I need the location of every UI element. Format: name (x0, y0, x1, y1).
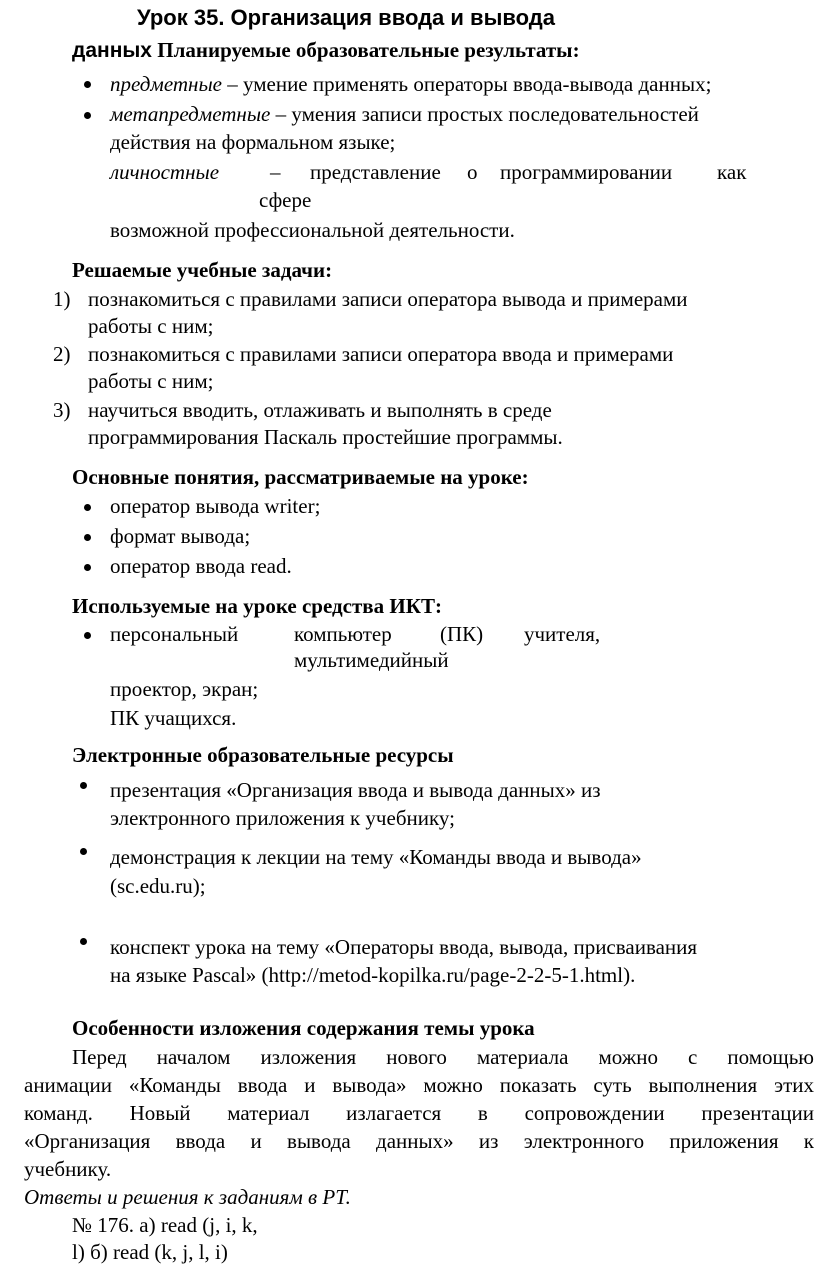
result-personal-word: – (270, 160, 281, 184)
features-paragraph-line: анимации «Команды ввода и вывода» можно показать суть выполнения этих (24, 1073, 814, 1097)
bullet-icon (84, 564, 91, 571)
bullet-icon (84, 632, 91, 639)
ict-item: ПК учащихся. (110, 706, 237, 730)
lesson-title: Урок 35. Организация ввода и вывода (137, 5, 555, 30)
ict-word: (ПК) (440, 622, 484, 646)
result-meta-term: метапредметные (110, 102, 271, 126)
resource-item-continued: на языке Pascal» (http://metod-kopilka.ru/page-2-2-5-1.html). (110, 963, 636, 987)
concept-item: оператор вывода writer; (110, 494, 321, 518)
resource-item-continued: электронного приложения к учебнику; (110, 806, 455, 830)
bullet-icon (80, 782, 87, 789)
result-personal-word: сфере (259, 188, 312, 212)
resources-heading: Электронные образовательные ресурсы (72, 743, 454, 767)
task-number: 1) (53, 287, 71, 311)
bullet-icon (84, 534, 91, 541)
result-meta (110, 100, 699, 128)
planned-results-heading: Планируемые образовательные результаты: (157, 38, 580, 62)
result-meta-text-continued: действия на формальном языке; (110, 130, 396, 154)
bullet-icon (80, 938, 87, 945)
bullet-icon (84, 504, 91, 511)
ict-item: проектор, экран; (110, 677, 259, 701)
lesson-title-continued: данных (72, 39, 152, 62)
concept-item: оператор ввода read. (110, 554, 292, 578)
result-personal-word: как (717, 160, 747, 184)
resource-item: конспект урока на тему «Операторы ввода, вывода, присваивания (110, 935, 698, 959)
concepts-heading: Основные понятия, рассматриваемые на уроке: (72, 465, 529, 489)
result-personal-text: возможной профессиональной деятельности. (110, 218, 515, 242)
task-item: познакомиться с правилами записи оператора вывода и примерами (88, 287, 688, 311)
features-paragraph-line: Перед началом изложения нового материала можно с помощью (72, 1045, 814, 1069)
resource-item-continued: (sc.edu.ru); (110, 874, 206, 898)
bullet-icon (84, 81, 91, 88)
task-item: познакомиться с правилами записи оператора ввода и примерами (88, 342, 674, 366)
resource-item: демонстрация к лекции на тему «Команды ввода и вывода» (110, 845, 642, 869)
ict-word: персональный (110, 622, 239, 646)
answers-heading: Ответы и решения к заданиям в РТ. (24, 1185, 351, 1209)
result-meta-text: – умения записи простых последовательностей (270, 102, 699, 126)
bullet-icon (84, 112, 91, 119)
task-item-continued: программирования Паскаль простейшие программы. (88, 425, 563, 449)
title-block (72, 36, 580, 65)
result-subject-text: – умение применять операторы ввода-вывода данных; (222, 72, 712, 96)
ict-heading: Используемые на уроке средства ИКТ: (72, 594, 442, 618)
concept-item: формат вывода; (110, 524, 251, 548)
ict-word: мультимедийный (294, 648, 449, 672)
result-personal-word: представление (310, 160, 441, 184)
result-subject (110, 70, 711, 98)
resource-item: презентация «Организация ввода и вывода данных» из (110, 778, 601, 802)
result-subject-term: предметные (110, 72, 222, 96)
bullet-icon (80, 848, 87, 855)
result-personal-word: о (467, 160, 478, 184)
task-item-continued: работы с ним; (88, 369, 214, 393)
features-paragraph-line: учебнику. (24, 1157, 112, 1181)
ict-word: учителя, (524, 622, 601, 646)
task-item: научиться вводить, отлаживать и выполнять в среде (88, 398, 552, 422)
ict-word: компьютер (294, 622, 392, 646)
tasks-heading: Решаемые учебные задачи: (72, 258, 333, 282)
features-heading: Особенности изложения содержания темы урока (72, 1016, 535, 1040)
answer-line: l) б) read (k, j, l, i) (72, 1240, 228, 1264)
features-paragraph-line: «Организация ввода и вывода данных» из электронного приложения к (24, 1129, 814, 1153)
task-number: 2) (53, 342, 71, 366)
task-item-continued: работы с ним; (88, 314, 214, 338)
answer-line: № 176. а) read (j, i, k, (72, 1213, 258, 1237)
features-paragraph-line: команд. Новый материал излагается в сопровождении презентации (24, 1101, 814, 1125)
result-personal-term: личностные (110, 160, 220, 184)
task-number: 3) (53, 398, 71, 422)
result-personal-word: программировании (500, 160, 673, 184)
